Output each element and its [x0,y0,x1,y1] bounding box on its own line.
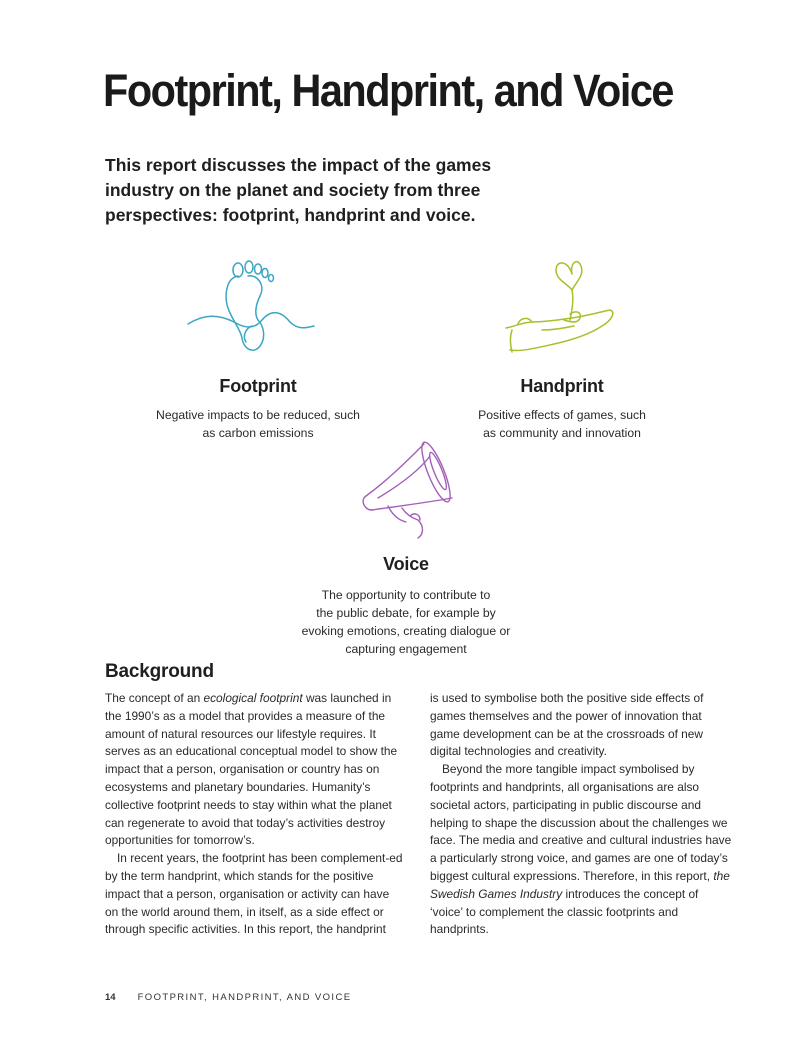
body-paragraph [430,761,732,939]
body-column-left [105,690,405,939]
pillar-description-line: as carbon emissions [202,426,314,440]
body-text: introduces the concept of ‘voice’ to complement the classic footprints and handprints. [430,886,699,937]
body-paragraph: In recent years, the footprint has been complement-ed by the term handprint, which stands for the positive impact that a person, organisation or activity can have on the world around them, in itself, as a side effect or through specific activities. In this report, the handprint [105,851,403,937]
body-text: Beyond the more tangible impact symbolised by footprints and handprints, all organisations are also societal actors, participating in public discourse and helping to shape the discussion about the challenges we face. The media and creative and cultural industries have a particularly strong voice, and games are one of today’s biggest cultural expressions. Therefore, in this report, [430,762,732,883]
page-title: Footprint, Handprint, and Voice [103,65,673,116]
running-title: FOOTPRINT, HANDPRINT, AND VOICE [137,992,352,1003]
intro-text: This report discusses the impact of the games industry on the planet and society from three perspectives: footprint, handprint and voice. [105,155,492,225]
section-heading-background: Background [105,661,214,682]
page-footer [105,992,351,1004]
body-text: The concept of an [105,691,204,705]
body-text-emphasis: ecological footprint [203,691,303,705]
body-paragraph [105,690,405,850]
pillar-description-line: capturing engagement [345,642,467,656]
pillar-description-line: the public debate, for example by [316,606,496,620]
pillar-description-line: The opportunity to contribute to [321,588,491,602]
footprint-icon [186,256,316,356]
body-column-right [430,690,732,939]
megaphone-icon [358,436,478,540]
pillar-description-footprint [130,406,386,442]
pillar-title-footprint: Footprint [219,376,297,396]
pillar-title-handprint: Handprint [520,376,604,396]
pillar-description-voice [276,586,536,658]
body-paragraph: is used to symbolise both the positive side effects of games themselves and the power of innovation that game development can be at the crossroads of new digital technologies and creativity. [430,691,704,759]
pillar-description-line: Negative impacts to be reduced, such [156,408,360,422]
hand-with-sprout-icon [502,256,620,358]
pillar-description-line: Positive effects of games, such [478,408,646,422]
body-text-emphasis: the Swedish Games Industry [430,868,730,901]
pillar-title-voice: Voice [383,554,429,574]
pillar-description-line: as community and innovation [483,426,641,440]
page-number: 14 [105,992,116,1003]
body-text: was launched in the 1990’s as a model that provides a measure of the amount of natural resources our lifestyle requires. It serves as an educational conceptual model to show the impact that a person, organisation or country has on ecosystems and planetary boundaries. Humanity’s collective footprint needs to stay within what the planet can regenerate to avoid that today’s activities destroy opportunities for tomorrow’s. [105,691,398,848]
pillar-description-line: evoking emotions, creating dialogue or [301,624,511,638]
